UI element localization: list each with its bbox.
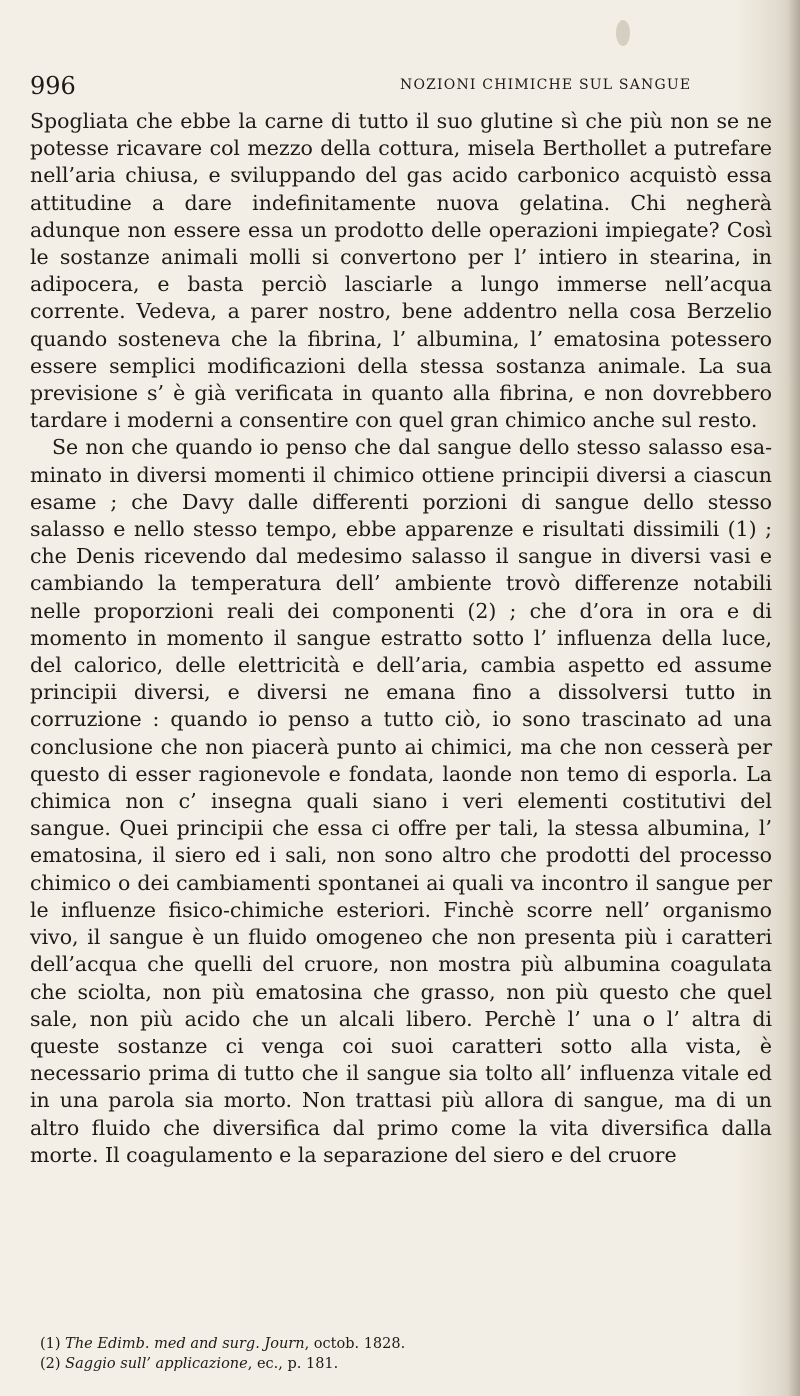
footnote-source: Saggio sull’ applicazione [65, 1356, 248, 1372]
footnote-marker: (1) [40, 1336, 61, 1352]
footnote-1 [40, 1334, 770, 1354]
footnote-detail: , ec., p. 181. [247, 1356, 339, 1372]
footnote-2 [40, 1354, 770, 1374]
page-spine-shadow [788, 0, 800, 1396]
page-header [30, 72, 770, 104]
footnote-source: The Edimb. med and surg. Journ [65, 1336, 305, 1352]
main-text [30, 108, 772, 1169]
page-number: 996 [30, 72, 76, 100]
paragraph-1: Spogliata che ebbe la carne di tutto il suo glutine sì che più non se ne potesse ricavare col mezzo della cottura, misela Berthollet a putrefare nell’aria chiusa, e sviluppando del gas acido carbonico acquistò essa attitudine a dare indefinitamente nuova gelatina. Chi negherà adunque non essere essa un prodotto delle operazioni impiegate? Così le sostanze animali molli si convertono per l’ intiero in stearina, in adipocera, e basta perciò lasciarle a lungo immerse nell’acqua corrente. Vedeva, a parer nostro, bene addentro nella cosa Berzelio quando sosteneva che la fibrina, l’ albumina, l’ ematosina potessero essere semplici modificazioni della stessa sostanza animale. La sua previsione s’ è già verificata in quanto alla fibrina, e non dovrebbero tardare i moderni a consentire con quel gran chimico anche sul resto. [30, 109, 772, 433]
footnotes [40, 1334, 770, 1374]
paragraph-2: Se non che quando io penso che dal sangue dello stesso salasso esaminato in diversi momenti il chimico ottiene principii diversi a ciascun esame ; che Davy dalle differenti porzioni di sangue dello stesso salasso e nello stesso tempo, ebbe apparenze e risultati dissimili (1) ; che Denis ricevendo dal medesimo salasso il sangue in diversi vasi e cambiando la temperatura dell’ ambiente trovò differenze notabili nelle proporzioni reali dei componenti (2) ; che d’ora in ora e di momento in momento il sangue estratto sotto l’ influenza della luce, del calorico, delle elettricità e dell’aria, cambia aspetto ed assume principii diversi, e diversi ne emana fino a dissolversi tutto in corruzione : quando io penso a tutto ciò, io sono trascinato ad una conclusione che non piacerà punto ai chimici, ma che non cesserà per questo di esser ragionevole e fondata, laonde non temo di esporla. La chimica non c’ insegna quali siano i veri elementi costitutivi del sangue. Quei principii che essa ci offre per tali, la stessa albumina, l’ ematosina, il siero ed i sali, non sono altro che prodotti del processo chimico o dei cambiamenti spontanei ai quali va incontro il sangue per le influenze fisico-chimiche esteriori. Finchè scorre nell’ organismo vivo, il sangue è un fluido omogeneo che non presenta più i caratteri dell’acqua che quelli del cruore, non mostra più albumina coagulata che sciolta, non più ematosina che grasso, non più questo che quel sale, non più acido che un alcali libero. Perchè l’ una o l’ altra di queste sostanze ci venga coi suoi caratteri sotto alla vista, è necessario prima di tutto che il sangue sia tolto all’ influenza vitale ed in una parola sia morto. Non trattasi più allora di sangue, ma di un altro fluido che diversifica dal primo come la vita diversifica dalla morte. Il coagulamento e la separazione del siero e del cruore [30, 435, 772, 1167]
running-head: NOZIONI CHIMICHE SUL SANGUE [400, 77, 692, 93]
footnote-marker: (2) [40, 1356, 61, 1372]
footnote-detail: , octob. 1828. [304, 1336, 406, 1352]
paper-stain [616, 20, 630, 46]
